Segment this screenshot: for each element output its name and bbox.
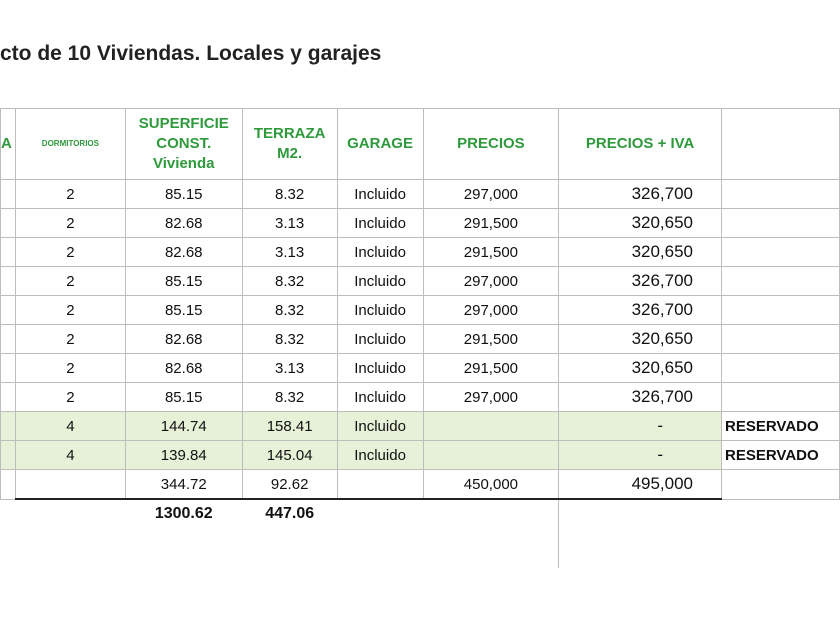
header-row xyxy=(1,109,840,180)
header-dormitorios: DORMITORIOS xyxy=(15,109,125,180)
header-garage: GARAGE xyxy=(337,109,423,180)
dormitorios-cell: 2 xyxy=(15,180,125,209)
status-cell xyxy=(722,180,840,209)
table-row xyxy=(1,267,840,296)
status-cell xyxy=(722,209,840,238)
row-edge-cell xyxy=(1,180,16,209)
terraza-cell: 8.32 xyxy=(242,267,337,296)
superficie-cell: 82.68 xyxy=(125,238,242,267)
status-cell xyxy=(722,325,840,354)
precio-cell xyxy=(423,441,559,470)
precio-iva-cell: 320,650 xyxy=(559,209,722,238)
dormitorios-cell: 2 xyxy=(15,238,125,267)
pricing-table xyxy=(0,108,840,568)
table-row xyxy=(1,325,840,354)
status-cell: RESERVADO xyxy=(722,412,840,441)
table-row xyxy=(1,354,840,383)
superficie-cell: 139.84 xyxy=(125,441,242,470)
totals-row xyxy=(1,499,840,528)
garage-cell xyxy=(337,470,423,500)
precio-cell: 297,000 xyxy=(423,296,559,325)
terraza-cell: 8.32 xyxy=(242,296,337,325)
table-row xyxy=(1,470,840,500)
garage-cell: Incluido xyxy=(337,296,423,325)
header-col-a: A xyxy=(1,109,16,180)
terraza-cell: 145.04 xyxy=(242,441,337,470)
precio-cell: 450,000 xyxy=(423,470,559,500)
precio-iva-cell: - xyxy=(559,441,722,470)
superficie-cell: 85.15 xyxy=(125,267,242,296)
precio-cell: 291,500 xyxy=(423,238,559,267)
superficie-cell: 82.68 xyxy=(125,209,242,238)
table-row xyxy=(1,383,840,412)
row-edge-cell xyxy=(1,209,16,238)
row-edge-cell xyxy=(1,441,16,470)
row-edge-cell xyxy=(1,354,16,383)
precio-iva-cell: - xyxy=(559,412,722,441)
garage-cell: Incluido xyxy=(337,209,423,238)
superficie-cell: 85.15 xyxy=(125,296,242,325)
table-row xyxy=(1,412,840,441)
garage-cell: Incluido xyxy=(337,238,423,267)
row-edge-cell xyxy=(1,470,16,500)
precio-iva-cell: 495,000 xyxy=(559,470,722,500)
garage-cell: Incluido xyxy=(337,180,423,209)
pricing-table-container xyxy=(0,108,840,568)
row-edge-cell xyxy=(1,383,16,412)
superficie-cell: 85.15 xyxy=(125,383,242,412)
precio-iva-cell: 326,700 xyxy=(559,180,722,209)
dormitorios-cell: 4 xyxy=(15,412,125,441)
total-superficie: 1300.62 xyxy=(154,505,213,522)
table-row xyxy=(1,209,840,238)
precio-cell: 297,000 xyxy=(423,180,559,209)
precio-cell: 291,500 xyxy=(423,325,559,354)
sheet-title: cto de 10 Viviendas. Locales y garajes xyxy=(0,42,382,65)
dormitorios-cell: 2 xyxy=(15,296,125,325)
garage-cell: Incluido xyxy=(337,325,423,354)
status-cell xyxy=(722,267,840,296)
terraza-cell: 3.13 xyxy=(242,209,337,238)
terraza-cell: 158.41 xyxy=(242,412,337,441)
precio-iva-cell: 326,700 xyxy=(559,296,722,325)
precio-iva-cell: 320,650 xyxy=(559,325,722,354)
precio-cell: 297,000 xyxy=(423,383,559,412)
precio-iva-cell: 326,700 xyxy=(559,267,722,296)
garage-cell: Incluido xyxy=(337,354,423,383)
table-row xyxy=(1,296,840,325)
dormitorios-cell: 2 xyxy=(15,383,125,412)
precio-cell: 291,500 xyxy=(423,209,559,238)
garage-cell: Incluido xyxy=(337,441,423,470)
header-superficie: SUPERFICIE CONST. Vivienda xyxy=(125,109,242,180)
dormitorios-cell: 2 xyxy=(15,354,125,383)
status-cell xyxy=(722,470,840,500)
garage-cell: Incluido xyxy=(337,383,423,412)
terraza-cell: 3.13 xyxy=(242,238,337,267)
dormitorios-cell: 4 xyxy=(15,441,125,470)
terraza-cell: 8.32 xyxy=(242,180,337,209)
status-cell xyxy=(722,383,840,412)
precio-iva-cell: 320,650 xyxy=(559,354,722,383)
header-status xyxy=(722,109,840,180)
status-cell xyxy=(722,238,840,267)
superficie-cell: 344.72 xyxy=(125,470,242,500)
garage-cell: Incluido xyxy=(337,412,423,441)
superficie-cell: 82.68 xyxy=(125,354,242,383)
row-edge-cell xyxy=(1,412,16,441)
dormitorios-cell xyxy=(15,470,125,500)
status-cell xyxy=(722,354,840,383)
row-edge-cell xyxy=(1,296,16,325)
status-cell: RESERVADO xyxy=(722,441,840,470)
precio-cell: 297,000 xyxy=(423,267,559,296)
dormitorios-cell: 2 xyxy=(15,209,125,238)
header-terraza: TERRAZA M2. xyxy=(242,109,337,180)
precio-iva-cell: 326,700 xyxy=(559,383,722,412)
table-row xyxy=(1,238,840,267)
total-terraza: 447.06 xyxy=(265,505,315,522)
terraza-cell: 92.62 xyxy=(242,470,337,500)
dormitorios-cell: 2 xyxy=(15,267,125,296)
header-precios-iva: PRECIOS + IVA xyxy=(559,109,722,180)
status-cell xyxy=(722,296,840,325)
header-precios: PRECIOS xyxy=(423,109,559,180)
row-edge-cell xyxy=(1,325,16,354)
superficie-cell: 85.15 xyxy=(125,180,242,209)
precio-cell xyxy=(423,412,559,441)
table-row xyxy=(1,180,840,209)
garage-cell: Incluido xyxy=(337,267,423,296)
precio-iva-cell: 320,650 xyxy=(559,238,722,267)
table-row xyxy=(1,441,840,470)
superficie-cell: 144.74 xyxy=(125,412,242,441)
precio-cell: 291,500 xyxy=(423,354,559,383)
terraza-cell: 8.32 xyxy=(242,383,337,412)
terraza-cell: 3.13 xyxy=(242,354,337,383)
row-edge-cell xyxy=(1,238,16,267)
superficie-cell: 82.68 xyxy=(125,325,242,354)
dormitorios-cell: 2 xyxy=(15,325,125,354)
terraza-cell: 8.32 xyxy=(242,325,337,354)
row-edge-cell xyxy=(1,267,16,296)
